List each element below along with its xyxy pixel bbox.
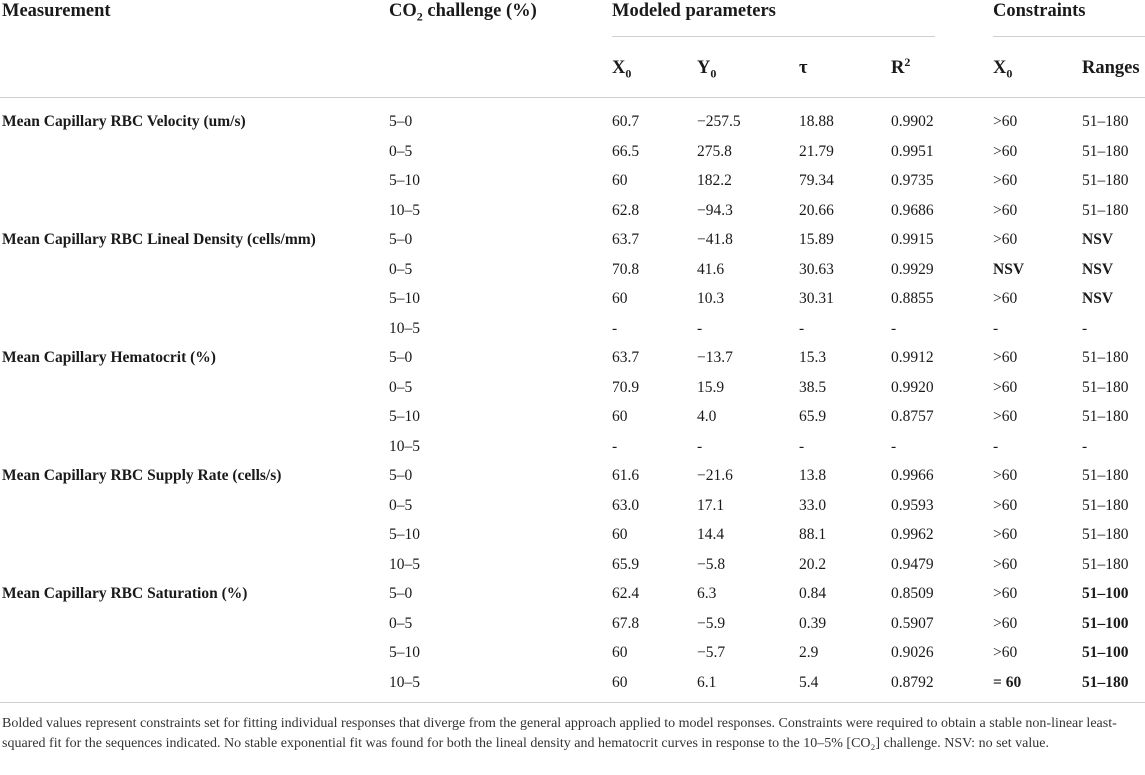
cell-x0: 62.4: [612, 585, 640, 602]
cell-co2-challenge: 5–0: [389, 467, 413, 484]
table-footnote: Bolded values represent constraints set for fitting individual responses that diverge from the general approach applied to model responses. Constraints were required to obtain a stable non-linear least-squared fit for the sequences indicated. No stable exponential fit was found for both the lineal density and hematocrit curves in response to the 10–5% [CO₂] challenge. NSV: no set value.: [2, 716, 1117, 751]
cell-tau: 79.34: [799, 172, 834, 189]
cell-x0: 63.0: [612, 496, 640, 514]
cell-constraint-x0: >60: [993, 142, 1018, 160]
cell-tau: 5.4: [799, 673, 819, 691]
cell-tau: 20.66: [799, 201, 834, 219]
header-y0: $Y_0$: [697, 58, 717, 81]
cell-co2-challenge: 10–5: [389, 319, 420, 337]
cell-range: NSV: [1082, 260, 1114, 278]
cell-x0: -: [612, 319, 618, 337]
cell-co2-challenge: 0–5: [389, 260, 413, 278]
cell-x0: 67.8: [612, 614, 640, 632]
cell-y0: 10.3: [697, 290, 725, 307]
cell-y0: 275.8: [697, 142, 732, 160]
cell-r2: -: [891, 319, 897, 337]
cell-range: NSV: [1082, 290, 1114, 307]
cell-measurement: Mean Capillary Hematocrit (%): [2, 349, 216, 366]
cell-tau: 20.2: [799, 555, 827, 573]
cell-range: 51–180: [1082, 496, 1129, 514]
cell-range: 51–100: [1082, 614, 1129, 632]
cell-co2-challenge: 5–10: [389, 408, 420, 425]
header-x0: $X_0$: [612, 58, 632, 81]
cell-co2-challenge: 10–5: [389, 437, 420, 455]
cell-y0: -: [697, 437, 703, 455]
cell-r2: 0.9962: [891, 526, 934, 543]
cell-r2: 0.9593: [891, 496, 934, 514]
cell-range: 51–180: [1082, 113, 1129, 130]
cell-range: 51–100: [1082, 585, 1129, 602]
cell-y0: −5.8: [697, 555, 726, 573]
header-co2-challenge: [389, 0, 537, 22]
cell-tau: 38.5: [799, 378, 827, 396]
cell-constraint-x0: >60: [993, 231, 1018, 248]
cell-tau: 65.9: [799, 408, 827, 425]
cell-x0: 60: [612, 290, 628, 307]
cell-tau: 88.1: [799, 526, 827, 543]
cell-y0: −5.9: [697, 614, 726, 632]
cell-y0: −94.3: [697, 201, 733, 219]
cell-range: 51–180: [1082, 526, 1129, 543]
cell-constraint-x0: >60: [993, 526, 1018, 543]
cell-co2-challenge: 0–5: [389, 378, 413, 396]
cell-measurement: Mean Capillary RBC Lineal Density (cells/mm): [2, 231, 316, 248]
cell-r2: 0.9686: [891, 201, 934, 219]
cell-y0: -: [697, 319, 703, 337]
cell-tau: 33.0: [799, 496, 827, 514]
cell-constraint-x0: >60: [993, 467, 1018, 484]
cell-constraint-x0: >60: [993, 349, 1018, 366]
cell-tau: 0.84: [799, 585, 827, 602]
header-ranges: Ranges: [1082, 58, 1140, 78]
cell-co2-challenge: 0–5: [389, 496, 413, 514]
cell-r2: 0.9920: [891, 378, 934, 396]
cell-range: 51–180: [1082, 172, 1129, 189]
cell-x0: 60: [612, 172, 628, 189]
cell-co2-challenge: 5–10: [389, 526, 420, 543]
cell-r2: 0.8509: [891, 585, 934, 602]
cell-y0: −13.7: [697, 349, 733, 366]
cell-co2-challenge: 5–10: [389, 644, 420, 661]
cell-range: 51–180: [1082, 142, 1129, 160]
header-r2: $R^2$: [891, 54, 911, 78]
cell-r2: 0.9479: [891, 555, 934, 573]
cell-tau: 18.88: [799, 113, 834, 130]
cell-constraint-x0: >60: [993, 113, 1018, 130]
cell-y0: 182.2: [697, 172, 732, 189]
header-constraint-x0: $X_0$: [993, 58, 1013, 81]
cell-y0: 15.9: [697, 378, 725, 396]
header-constraints: Constraints: [993, 1, 1086, 21]
cell-x0: 70.9: [612, 378, 640, 396]
cell-x0: 65.9: [612, 555, 640, 573]
cell-x0: 63.7: [612, 349, 640, 366]
cell-r2: 0.9026: [891, 644, 934, 661]
header-tau: τ: [799, 58, 808, 78]
cell-r2: 0.9951: [891, 142, 934, 160]
cell-r2: 0.9915: [891, 231, 934, 248]
cell-r2: -: [891, 437, 897, 455]
cell-co2-challenge: 5–0: [389, 113, 413, 130]
header-bottom-rule: [0, 97, 1145, 98]
cell-range: 51–180: [1082, 408, 1129, 425]
cell-x0: 61.6: [612, 467, 640, 484]
cell-constraint-x0: >60: [993, 644, 1018, 661]
cell-x0: 60: [612, 408, 628, 425]
cell-y0: 6.1: [697, 673, 717, 691]
cell-r2: 0.9735: [891, 172, 934, 189]
cell-co2-challenge: 5–0: [389, 231, 413, 248]
cell-range: 51–180: [1082, 673, 1129, 691]
cell-constraint-x0: >60: [993, 555, 1018, 573]
cell-r2: 0.8792: [891, 673, 934, 691]
cell-constraint-x0: >60: [993, 172, 1018, 189]
cell-measurement: Mean Capillary RBC Velocity (um/s): [2, 113, 246, 130]
cell-y0: −257.5: [697, 113, 741, 130]
cell-x0: 60: [612, 644, 628, 661]
cell-x0: 62.8: [612, 201, 640, 219]
cell-y0: 17.1: [697, 496, 725, 514]
cell-range: NSV: [1082, 231, 1114, 248]
cell-r2: 0.9902: [891, 113, 934, 130]
table-bottom-rule: [0, 702, 1145, 703]
cell-y0: −41.8: [697, 231, 733, 248]
cell-tau: 21.79: [799, 142, 834, 160]
cell-r2: 0.9929: [891, 260, 934, 278]
cell-co2-challenge: 0–5: [389, 142, 413, 160]
cell-y0: −21.6: [697, 467, 733, 484]
cell-constraint-x0: -: [993, 319, 999, 337]
cell-y0: 6.3: [697, 585, 717, 602]
cell-constraint-x0: >60: [993, 585, 1018, 602]
cell-tau: -: [799, 437, 805, 455]
cell-range: 51–180: [1082, 349, 1129, 366]
cell-tau: 13.8: [799, 467, 827, 484]
cell-tau: 30.63: [799, 260, 834, 278]
cell-constraint-x0: NSV: [993, 260, 1025, 278]
cell-x0: 60.7: [612, 113, 640, 130]
cell-range: 51–180: [1082, 555, 1129, 573]
cell-range: 51–180: [1082, 467, 1129, 484]
cell-range: 51–180: [1082, 378, 1129, 396]
cell-co2-challenge: 0–5: [389, 614, 413, 632]
cell-co2-challenge: 5–10: [389, 290, 420, 307]
header-co2-label: CO: [389, 1, 417, 21]
cell-constraint-x0: >60: [993, 408, 1018, 425]
cell-y0: 4.0: [697, 408, 717, 425]
header-measurement: Measurement: [2, 1, 111, 21]
cell-tau: 0.39: [799, 614, 827, 632]
cell-y0: 41.6: [697, 260, 725, 278]
cell-r2: 0.5907: [891, 614, 934, 632]
cell-co2-challenge: 5–0: [389, 349, 413, 366]
cell-range: -: [1082, 319, 1088, 337]
cell-x0: 60: [612, 526, 628, 543]
cell-range: -: [1082, 437, 1088, 455]
cell-constraint-x0: >60: [993, 378, 1018, 396]
cell-constraint-x0: -: [993, 437, 999, 455]
cell-constraint-x0: >60: [993, 201, 1018, 219]
cell-x0: 63.7: [612, 231, 640, 248]
cell-range: 51–180: [1082, 201, 1129, 219]
header-co2-subscript: 2: [416, 9, 423, 24]
cell-range: 51–100: [1082, 644, 1129, 661]
cell-co2-challenge: 10–5: [389, 673, 420, 691]
cell-measurement: Mean Capillary RBC Saturation (%): [2, 585, 248, 602]
modeled-parameters-underline: [612, 36, 935, 37]
cell-r2: 0.8855: [891, 290, 934, 307]
cell-x0: 66.5: [612, 142, 640, 160]
cell-x0: 70.8: [612, 260, 640, 278]
cell-co2-challenge: 10–5: [389, 201, 420, 219]
cell-y0: −5.7: [697, 644, 726, 661]
cell-tau: -: [799, 319, 805, 337]
cell-co2-challenge: 5–0: [389, 585, 413, 602]
cell-tau: 15.3: [799, 349, 827, 366]
cell-co2-challenge: 5–10: [389, 172, 420, 189]
cell-x0: -: [612, 437, 618, 455]
cell-measurement: Mean Capillary RBC Supply Rate (cells/s): [2, 467, 282, 484]
cell-y0: 14.4: [697, 526, 725, 543]
cell-constraint-x0: >60: [993, 290, 1018, 307]
cell-r2: 0.8757: [891, 408, 934, 425]
header-challenge-label: challenge (%): [422, 1, 537, 21]
constraints-underline: [993, 36, 1145, 37]
cell-tau: 15.89: [799, 231, 834, 248]
cell-tau: 2.9: [799, 644, 819, 661]
cell-r2: 0.9966: [891, 467, 934, 484]
cell-co2-challenge: 10–5: [389, 555, 420, 573]
cell-r2: 0.9912: [891, 349, 934, 366]
cell-tau: 30.31: [799, 290, 834, 307]
cell-constraint-x0: = 60: [993, 673, 1022, 691]
header-modeled-parameters: Modeled parameters: [612, 1, 776, 21]
cell-x0: 60: [612, 673, 628, 691]
cell-constraint-x0: >60: [993, 614, 1018, 632]
cell-constraint-x0: >60: [993, 496, 1018, 514]
